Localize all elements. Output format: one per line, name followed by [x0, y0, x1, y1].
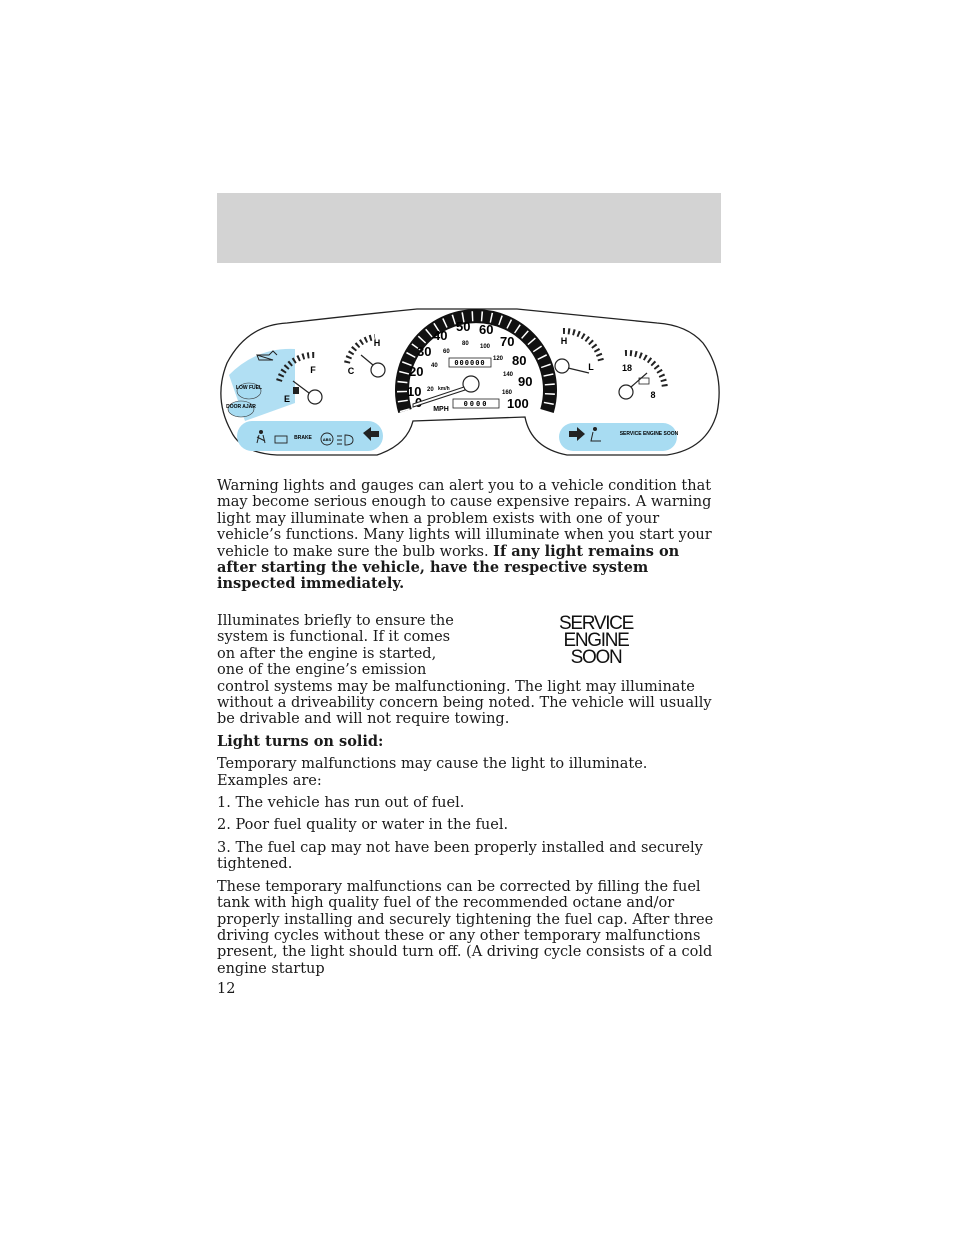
oil-high-label: H [560, 336, 568, 346]
speed-80: 80 [512, 353, 527, 368]
solid-heading-text: Light turns on solid: [217, 732, 384, 750]
brake-label: BRAKE [294, 435, 312, 441]
solid-heading [217, 734, 721, 750]
temp-cold-label: C [347, 366, 355, 376]
ses-line-1: SERVICE [559, 613, 633, 634]
ses-paragraph-3: These temporary malfunctions can be corrected by filling the fuel tank with high quality fuel of the recommended octane and/or properly installing and securely tightening the fuel cap. After three driving cycles without these or any other temporary malfunctions present, the light should turn off. (A driving cycle consists of a cold engine startup [217, 878, 714, 977]
kmh-120: 120 [493, 356, 504, 362]
mph-label: MPH [433, 406, 449, 413]
ses-line-2: ENGINE [563, 630, 629, 651]
speedometer [402, 316, 550, 413]
list-item: 1. The vehicle has run out of fuel. [217, 795, 465, 812]
oil-low-label: L [588, 362, 594, 372]
ses-line-3: SOON [570, 647, 622, 668]
fuel-empty-label: E [283, 394, 291, 404]
intro-paragraph [217, 478, 721, 593]
kmh-100: 100 [480, 344, 491, 350]
instrument-cluster [217, 303, 721, 459]
intro-bold-text: If any light remains on after starting the vehicle, have the respective system inspected immediately. [217, 542, 680, 593]
speed-30: 30 [417, 344, 432, 359]
volt-low-label: 8 [650, 390, 656, 400]
speed-90: 90 [518, 374, 533, 389]
ses-paragraph-2: Temporary malfunctions may cause the light to illuminate. Examples are: [217, 756, 648, 789]
speed-20: 20 [409, 364, 424, 379]
kmh-20: 20 [427, 387, 434, 393]
kmh-160: 160 [502, 390, 513, 396]
kmh-80: 80 [462, 341, 469, 347]
kmh-40: 40 [431, 363, 438, 369]
intro-text: Warning lights and gauges can alert you to a vehicle condition that may become serious enough to cause expensive repairs. A warning light may illuminate when a problem exists with one of your vehicle’s functions. Many lights will illuminate when you start your vehicle to make sure the bulb works. [217, 478, 712, 560]
header-band [217, 193, 721, 263]
abs-label: ABS [322, 437, 332, 442]
speed-60: 60 [479, 322, 494, 337]
odometer-digits: 000000 [454, 359, 486, 367]
trip-digits: 0000 [463, 400, 489, 408]
volt-high-label: 18 [621, 363, 633, 373]
kmh-unit: km/h [438, 386, 450, 392]
speed-40: 40 [433, 328, 448, 343]
service-engine-soon-lamp: SERVICE ENGINE SOON [619, 431, 679, 437]
service-engine-soon-section [217, 613, 721, 983]
door-ajar-label: DOOR AJAR [226, 404, 256, 410]
ses-paragraph-1: Illuminates briefly to ensure the system is functional. If it comes on after the engine is started, one of the engine’s emission control systems may be malfunctioning. The light may illuminate without a driveability concern being noted. The vehicle will usually be drivable and will not require towing. [217, 613, 712, 728]
temp-hot-label: H [373, 338, 381, 348]
list-item: 3. The fuel cap may not have been properly installed and securely tightened. [217, 839, 703, 873]
speed-50: 50 [456, 319, 471, 334]
oil-pressure-gauge [555, 331, 601, 373]
speedometer-hub [463, 376, 479, 392]
kmh-140: 140 [503, 372, 514, 378]
temperature-gauge [347, 337, 385, 377]
fuel-pump-icon [293, 387, 299, 394]
list-item: 2. Poor fuel quality or water in the fuel. [217, 817, 509, 834]
service-engine-soon-icon [471, 613, 721, 671]
low-fuel-label: LOW FUEL [235, 385, 263, 391]
speed-10: 10 [407, 384, 422, 399]
fuel-full-label: F [310, 365, 316, 375]
page-number: 12 [217, 981, 236, 997]
voltmeter-gauge [619, 353, 665, 400]
kmh-60: 60 [443, 349, 450, 355]
speed-100: 100 [507, 396, 529, 411]
speed-70: 70 [500, 334, 515, 349]
